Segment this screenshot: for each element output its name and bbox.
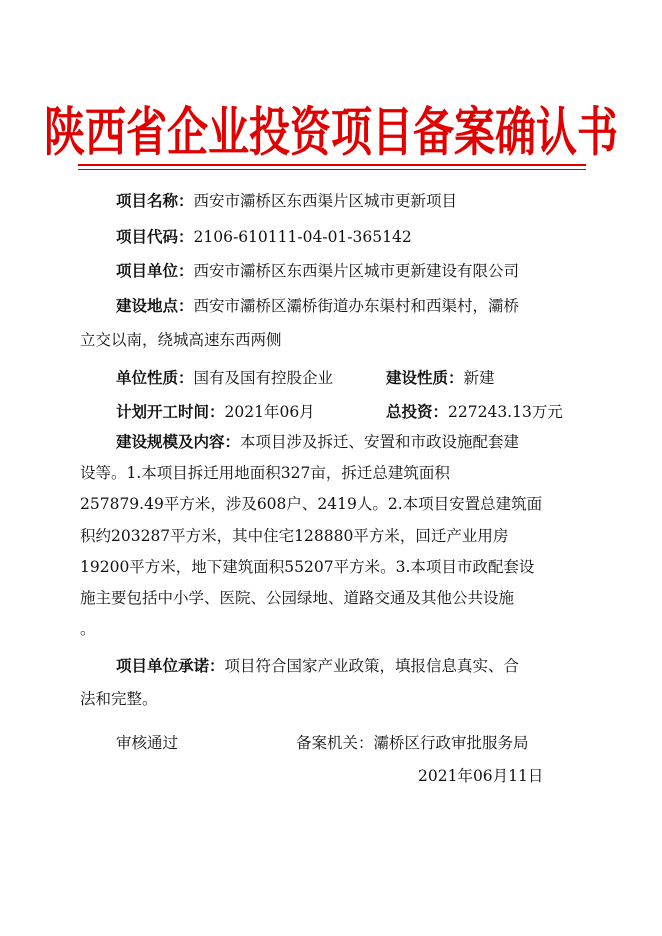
field-label: 总投资：	[386, 403, 449, 421]
filing-authority	[296, 731, 662, 753]
scale-line: 施主要包括中小学、医院、公园绿地、道路交通及其他公共设施	[80, 589, 515, 608]
field-build-nature	[386, 366, 662, 388]
field-project-unit	[116, 259, 662, 281]
field-total-investment	[386, 400, 662, 422]
field-label: 建设规模及内容：	[116, 433, 241, 451]
field-label: 建设地点：	[116, 297, 194, 315]
authority-name: 灞桥区行政审批服务局	[373, 734, 529, 752]
field-value: 国有及国有控股企业	[193, 369, 334, 387]
field-project-code	[116, 225, 662, 247]
field-location-cont: 立交以南，绕城高速东西两侧	[80, 331, 282, 349]
filing-date: 2021年06月11日	[418, 767, 544, 785]
field-label: 项目代码：	[116, 228, 194, 246]
field-value: 227243.13万元	[448, 403, 563, 421]
field-label: 项目名称：	[116, 192, 194, 210]
field-location	[116, 294, 662, 316]
title-rule-thin	[78, 169, 586, 170]
scale-line: 。	[80, 620, 96, 639]
field-value: 本项目涉及拆迁、安置和市政设施配套建	[240, 433, 520, 451]
title-rule-thick	[78, 164, 586, 166]
field-value: 2106-610111-04-01-365142	[193, 228, 412, 246]
authority-label: 备案机关：	[296, 734, 374, 752]
field-value: 项目符合国家产业政策，填报信息真实、合	[224, 657, 520, 675]
field-label: 项目单位：	[116, 262, 194, 280]
scale-line: 19200平方米，地下建筑面积55207平方米。3.本项目市政配套设	[80, 557, 535, 576]
field-value: 西安市灞桥区灞桥街道办东渠村和西渠村，灞桥	[193, 297, 520, 315]
field-scale	[80, 427, 586, 645]
field-label: 建设性质：	[386, 369, 464, 387]
document-title: 陕西省企业投资项目备案确认书	[44, 101, 618, 163]
field-label: 单位性质：	[116, 369, 194, 387]
field-project-name	[116, 189, 662, 211]
field-value: 新建	[463, 369, 495, 387]
field-commitment	[116, 654, 662, 676]
scale-line: 积约203287平方米，其中住宅128880平方米，回迁产业用房	[80, 526, 509, 545]
field-value: 西安市灞桥区东西渠片区城市更新建设有限公司	[193, 262, 520, 280]
field-label: 计划开工时间：	[116, 403, 225, 421]
approval-status: 审核通过	[116, 734, 179, 752]
field-value: 西安市灞桥区东西渠片区城市更新项目	[193, 192, 458, 210]
scale-line: 257879.49平方米，涉及608户、2419人。2.本项目安置总建筑面	[80, 495, 543, 514]
field-value: 2021年06月	[224, 403, 315, 421]
field-label: 项目单位承诺：	[116, 657, 225, 675]
scale-line: 设等。1.本项目拆迁用地面积327亩，拆迁总建筑面积	[80, 464, 450, 483]
field-commitment-cont: 法和完整。	[80, 690, 158, 708]
scale-line	[80, 427, 586, 458]
